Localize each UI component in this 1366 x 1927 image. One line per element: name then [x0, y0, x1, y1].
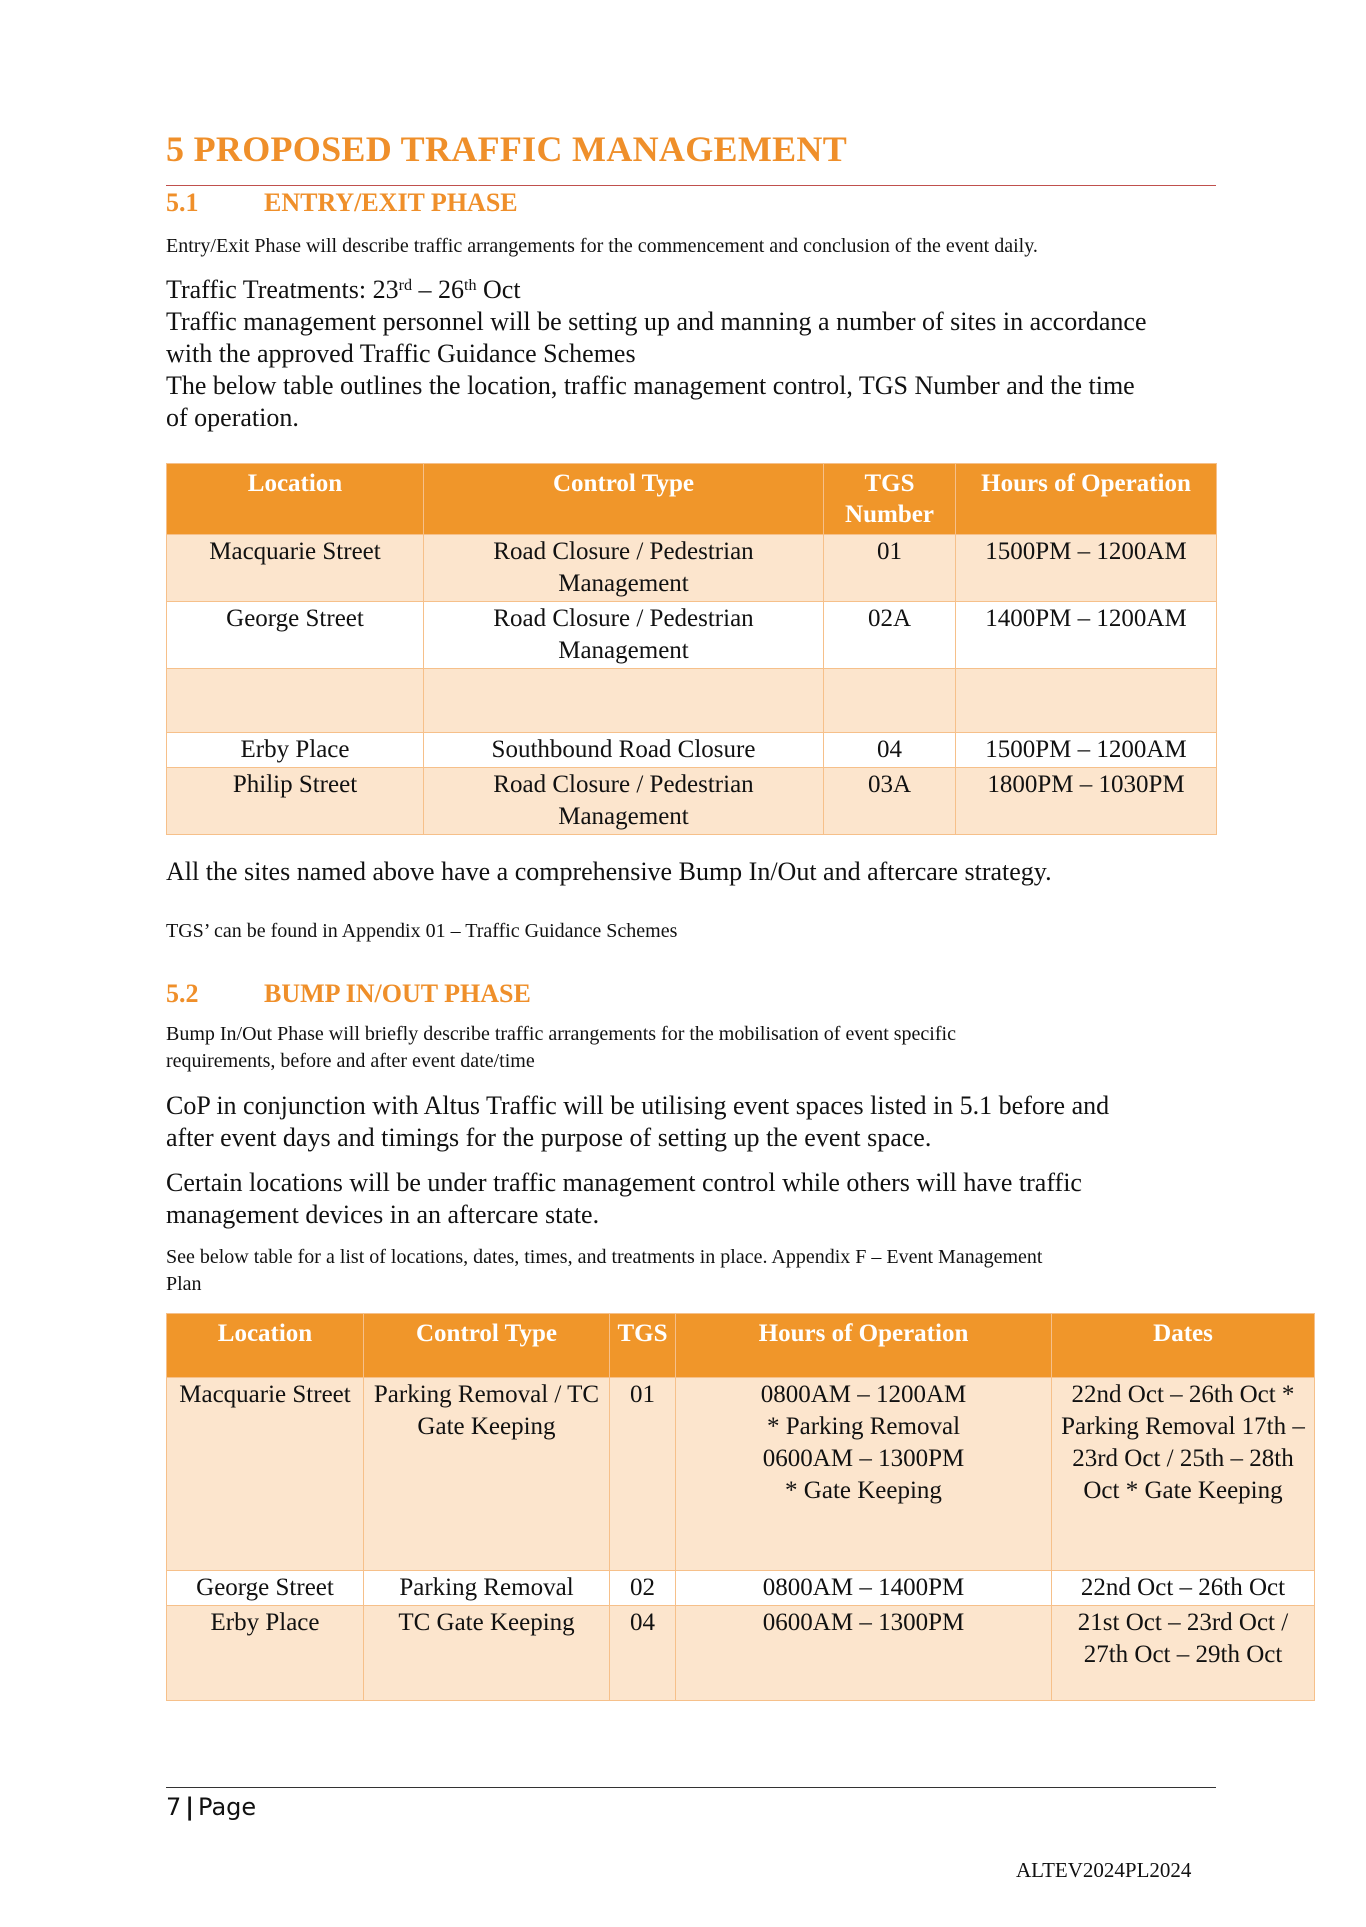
- paragraph-line: Certain locations will be under traffic management control while others will have traffic: [166, 1168, 1082, 1197]
- cell-dates: 22nd Oct – 26th Oct: [1052, 1571, 1315, 1606]
- hours-line: * Parking Removal: [766, 1413, 961, 1440]
- footer-rule: [166, 1787, 1216, 1788]
- column-header: Control Type: [424, 464, 824, 535]
- cell-control: Southbound Road Closure: [424, 733, 824, 768]
- cell-control: Road Closure / Pedestrian Management: [424, 535, 824, 602]
- table-header-row: [167, 1314, 1315, 1378]
- column-header: TGS: [610, 1314, 676, 1378]
- cell-tgs: 04: [610, 1606, 676, 1701]
- cell-hours: [676, 1606, 1052, 1701]
- hours-line: * Gate Keeping: [785, 1477, 942, 1504]
- cell-location: Philip Street: [167, 768, 424, 835]
- cell-control: TC Gate Keeping: [364, 1606, 610, 1701]
- cell-tgs: 02: [610, 1571, 676, 1606]
- treat-sup-rd: rd: [398, 276, 412, 294]
- entry-exit-intro: Entry/Exit Phase will describe traffic arrangements for the commencement and conclusion of the event daily.: [166, 235, 1038, 257]
- entry-exit-table: [166, 463, 1217, 835]
- table-row: [167, 1606, 1315, 1701]
- cell-location: George Street: [167, 1571, 364, 1606]
- cell-location: George Street: [167, 602, 424, 669]
- column-header: Location: [167, 464, 424, 535]
- bump-intro: [166, 1021, 956, 1075]
- subsection-title: ENTRY/EXIT PHASE: [264, 188, 518, 217]
- entry-exit-paragraph-1: [166, 306, 1147, 434]
- aftercare-statement: All the sites named above have a comprehensive Bump In/Out and aftercare strategy.: [166, 857, 1052, 886]
- treat-prefix: Traffic Treatments: 23: [166, 275, 399, 304]
- page-number-footer: [166, 1793, 256, 1821]
- paragraph-line: management devices in an aftercare state.: [166, 1200, 600, 1229]
- table-row: [167, 733, 1217, 768]
- hours-line: 0800AM – 1200AM: [760, 1381, 967, 1408]
- table-row: [167, 602, 1217, 669]
- cell-hours: 1500PM – 1200AM: [956, 535, 1217, 602]
- cell-dates: 21st Oct – 23rd Oct / 27th Oct – 29th Oct: [1052, 1606, 1315, 1701]
- bump-paragraph-2: [166, 1167, 1082, 1231]
- subsection-number: 5.2: [166, 979, 199, 1008]
- cell-location: Erby Place: [167, 733, 424, 768]
- treat-mid: – 26: [412, 275, 464, 304]
- traffic-treatments-line: [166, 274, 521, 306]
- paragraph-line: See below table for a list of locations, dates, times, and treatments in place. Appendix F – Event Management: [166, 1246, 1043, 1268]
- cell-tgs: [824, 669, 956, 733]
- cell-dates: 22nd Oct – 26th Oct * Parking Removal 17th – 23rd Oct / 25th – 28th Oct * Gate Keeping: [1052, 1378, 1315, 1571]
- cell-control: Road Closure / Pedestrian Management: [424, 602, 824, 669]
- paragraph-line: CoP in conjunction with Altus Traffic will be utilising event spaces listed in 5.1 before and: [166, 1091, 1110, 1120]
- column-header: Location: [167, 1314, 364, 1378]
- column-header: Hours of Operation: [676, 1314, 1052, 1378]
- footer-separator: |: [185, 1793, 195, 1821]
- cell-hours: 1500PM – 1200AM: [956, 733, 1217, 768]
- column-header: Control Type: [364, 1314, 610, 1378]
- cell-hours: [956, 669, 1217, 733]
- cell-hours: [676, 1571, 1052, 1606]
- paragraph-line: after event days and timings for the purpose of setting up the event space.: [166, 1123, 932, 1152]
- bump-in-out-table: [166, 1313, 1315, 1701]
- paragraph-line: Traffic management personnel will be setting up and manning a number of sites in accordance: [166, 307, 1147, 336]
- hours-line: 0800AM – 1400PM: [762, 1574, 965, 1601]
- table-row-empty: [167, 669, 1217, 733]
- subsection-heading-5-2: [166, 979, 531, 1009]
- cell-hours: 1400PM – 1200AM: [956, 602, 1217, 669]
- treat-sup-th: th: [464, 276, 477, 294]
- cell-control: Parking Removal: [364, 1571, 610, 1606]
- paragraph-line: Bump In/Out Phase will briefly describe traffic arrangements for the mobilisation of event specific: [166, 1023, 956, 1045]
- paragraph-line: The below table outlines the location, traffic management control, TGS Number and the time: [166, 371, 1135, 400]
- cell-tgs: 04: [824, 733, 956, 768]
- paragraph-line: of operation.: [166, 403, 299, 432]
- cell-tgs: 01: [824, 535, 956, 602]
- table-row: [167, 1571, 1315, 1606]
- table-header-row: [167, 464, 1217, 535]
- paragraph-line: Plan: [166, 1273, 202, 1295]
- cell-tgs: 02A: [824, 602, 956, 669]
- subsection-title: BUMP IN/OUT PHASE: [264, 979, 531, 1008]
- cell-location: Macquarie Street: [167, 1378, 364, 1571]
- table-row: [167, 768, 1217, 835]
- cell-location: [167, 669, 424, 733]
- bump-table-note: [166, 1244, 1042, 1298]
- cell-control: Road Closure / Pedestrian Management: [424, 768, 824, 835]
- treat-suffix: Oct: [476, 275, 521, 304]
- section-heading: 5 PROPOSED TRAFFIC MANAGEMENT: [166, 129, 848, 169]
- column-header: Dates: [1052, 1314, 1315, 1378]
- cell-hours: 1800PM – 1030PM: [956, 768, 1217, 835]
- cell-hours: [676, 1378, 1052, 1571]
- document-reference: ALTEV2024PL2024: [1016, 1858, 1192, 1882]
- page-number: 7: [166, 1793, 182, 1821]
- cell-location: Erby Place: [167, 1606, 364, 1701]
- subsection-number: 5.1: [166, 188, 199, 217]
- page-label: Page: [198, 1793, 257, 1821]
- bump-paragraph-1: [166, 1090, 1109, 1154]
- subsection-heading-5-1: [166, 188, 518, 218]
- table-row: [167, 1378, 1315, 1571]
- paragraph-line: with the approved Traffic Guidance Schemes: [166, 339, 636, 368]
- column-header: TGS Number: [824, 464, 956, 535]
- hours-line: 0600AM – 1300PM: [762, 1445, 965, 1472]
- cell-tgs: 03A: [824, 768, 956, 835]
- column-header: Hours of Operation: [956, 464, 1217, 535]
- tgs-appendix-note: TGS’ can be found in Appendix 01 – Traffic Guidance Schemes: [166, 920, 678, 942]
- paragraph-line: requirements, before and after event date/time: [166, 1050, 535, 1072]
- heading-rule: [166, 185, 1216, 186]
- cell-tgs: 01: [610, 1378, 676, 1571]
- cell-control: Parking Removal / TC Gate Keeping: [364, 1378, 610, 1571]
- table-row: [167, 535, 1217, 602]
- cell-location: Macquarie Street: [167, 535, 424, 602]
- cell-control: [424, 669, 824, 733]
- hours-line: 0600AM – 1300PM: [762, 1609, 965, 1636]
